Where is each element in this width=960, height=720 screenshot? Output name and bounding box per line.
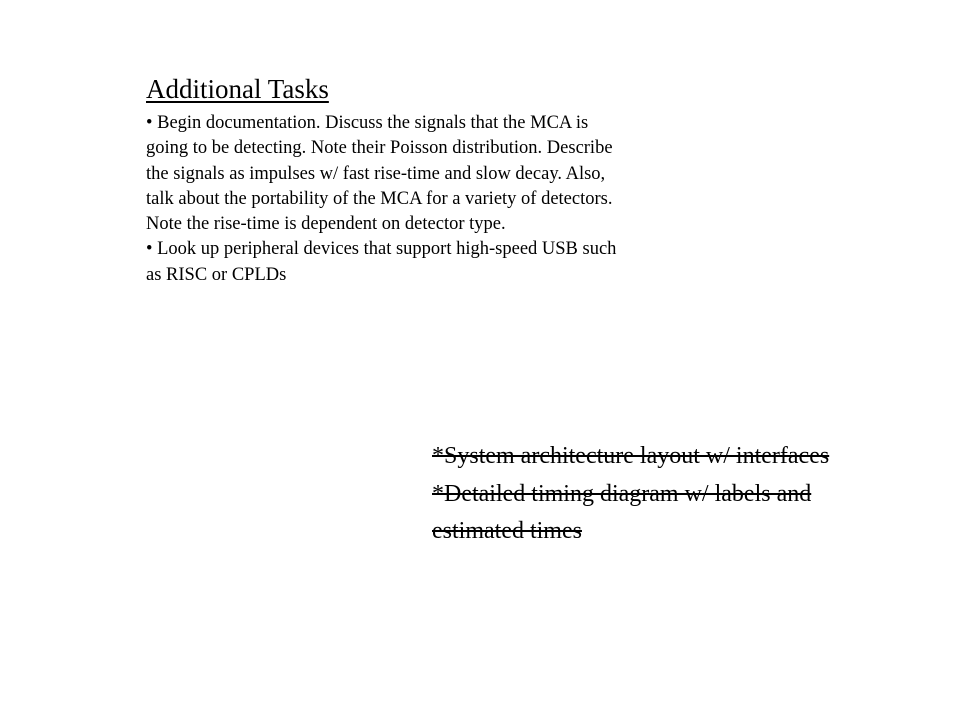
task-text: Begin documentation. Discuss the signals that the MCA is going to be detecting. Note their Poisson distribution. Describe the signals as impulses w/ fast rise-time and slow decay. Also, talk about the portability of the MCA for a variety of detectors. Note the rise-time is dependent on detector type. xyxy=(146,113,613,235)
tasks-list xyxy=(146,111,626,288)
task-item-documentation xyxy=(146,111,626,237)
task-item-peripherals xyxy=(146,237,626,288)
tasks-title: Additional Tasks xyxy=(146,74,329,104)
completed-deliverables xyxy=(432,438,832,551)
bullet-icon: • xyxy=(146,239,153,260)
deliverable-timing-diagram: *Detailed timing diagram w/ labels and estimated times xyxy=(432,480,812,544)
task-text: Look up peripheral devices that support high-speed USB such as RISC or CPLDs xyxy=(146,239,617,285)
additional-tasks-section xyxy=(146,72,626,288)
bullet-icon: • xyxy=(146,113,153,133)
deliverable-architecture-layout: *System architecture layout w/ interfaces xyxy=(432,443,830,469)
